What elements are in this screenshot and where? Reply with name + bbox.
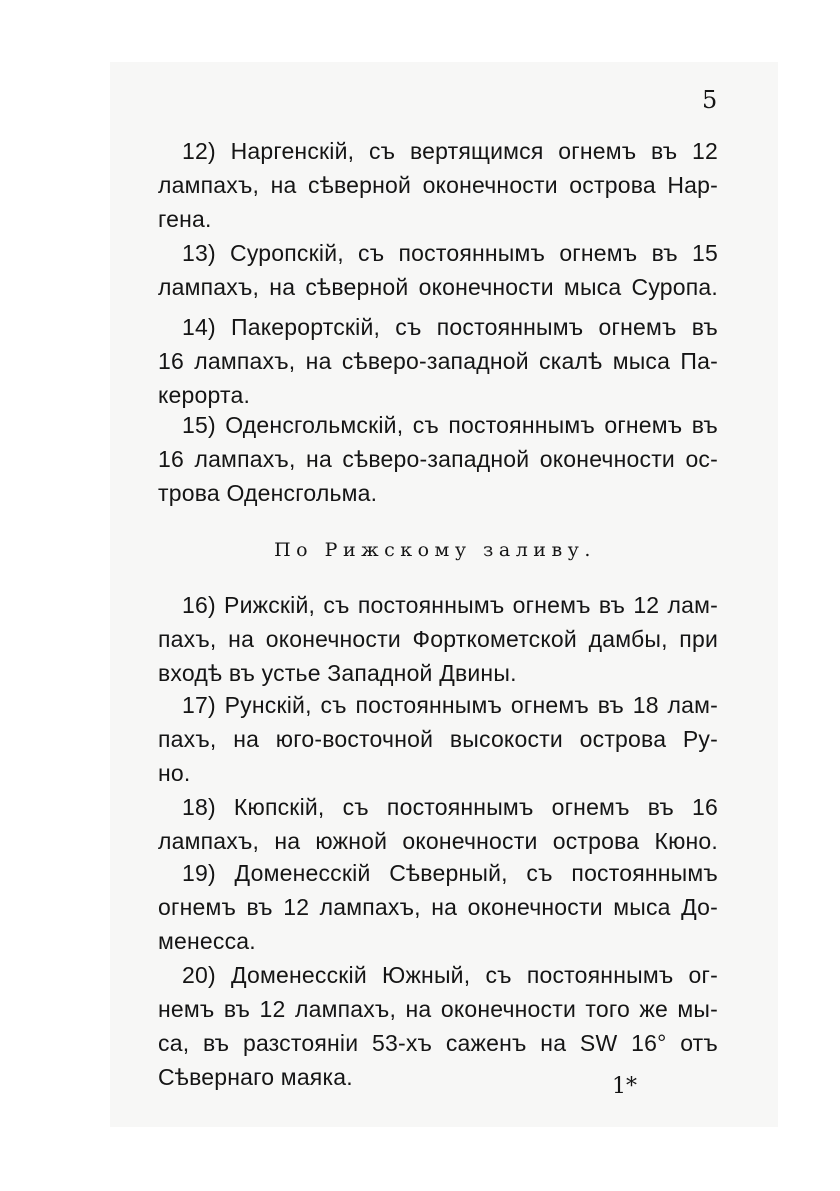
- signature-mark: 1*: [612, 1074, 637, 1099]
- entry-line: 14) Пакерортскій, съ постояннымъ огнемъ въ: [182, 314, 718, 340]
- entry-line: огнемъ въ 12 лампахъ, на оконечности мыса До-: [158, 894, 718, 920]
- lighthouse-entry-12: [158, 134, 718, 236]
- entry-line: Сѣвернаго маяка.: [158, 1064, 353, 1090]
- lighthouse-entry-13: [158, 236, 718, 304]
- entry-line: немъ въ 12 лампахъ, на оконечности того же мы-: [158, 996, 718, 1022]
- entry-line: керорта.: [158, 382, 251, 408]
- entry-line: 18) Кюпскій, съ постояннымъ огнемъ въ 16: [182, 794, 718, 820]
- lighthouse-entry-17: [158, 688, 718, 790]
- entry-line: 16 лампахъ, на сѣверо-западной скалѣ мыса Па-: [158, 348, 718, 374]
- entry-line: 12) Наргенскій, съ вертящимся огнемъ въ 12: [182, 138, 718, 164]
- entry-line: пахъ, на оконечности Форткометской дамбы, при: [158, 626, 718, 652]
- entry-line: но.: [158, 760, 191, 786]
- entry-line: трова Оденсгольма.: [158, 480, 378, 506]
- entry-line: лампахъ, на сѣверной оконечности мыса Суропа.: [158, 274, 718, 300]
- lighthouse-entry-14: [158, 310, 718, 412]
- lighthouse-entry-15: [158, 408, 718, 510]
- entry-line: 19) Доменесскій Сѣверный, съ постояннымъ: [182, 860, 718, 886]
- section-heading: По Рижскому заливу.: [274, 539, 596, 561]
- entry-line: менесса.: [158, 928, 256, 954]
- entry-line: 17) Рунскій, съ постояннымъ огнемъ въ 18 лам-: [182, 692, 718, 718]
- entry-line: 16) Рижскій, съ постояннымъ огнемъ въ 12 лам-: [182, 592, 718, 618]
- entry-line: 20) Доменесскій Южный, съ постояннымъ ог-: [182, 962, 718, 988]
- entry-line: входѣ въ устье Западной Двины.: [158, 660, 517, 686]
- entry-line: са, въ разстояніи 53-хъ саженъ на SW 16° отъ: [158, 1030, 718, 1056]
- lighthouse-entry-16: [158, 588, 718, 690]
- entry-line: 16 лампахъ, на сѣверо-западной оконечности ос-: [158, 446, 718, 472]
- entry-line: лампахъ, на южной оконечности острова Кюно.: [158, 828, 718, 854]
- entry-line: 15) Оденсгольмскій, съ постояннымъ огнемъ въ: [182, 412, 718, 438]
- entry-line: пахъ, на юго-восточной высокости острова Ру-: [158, 726, 718, 752]
- lighthouse-entry-19: [158, 856, 718, 958]
- lighthouse-entry-18: [158, 790, 718, 858]
- entry-line: лампахъ, на сѣверной оконечности острова Нар-: [158, 172, 718, 198]
- page-number: 5: [702, 86, 718, 114]
- entry-line: гена.: [158, 206, 212, 232]
- entry-line: 13) Суропскій, съ постояннымъ огнемъ въ 15: [182, 240, 718, 266]
